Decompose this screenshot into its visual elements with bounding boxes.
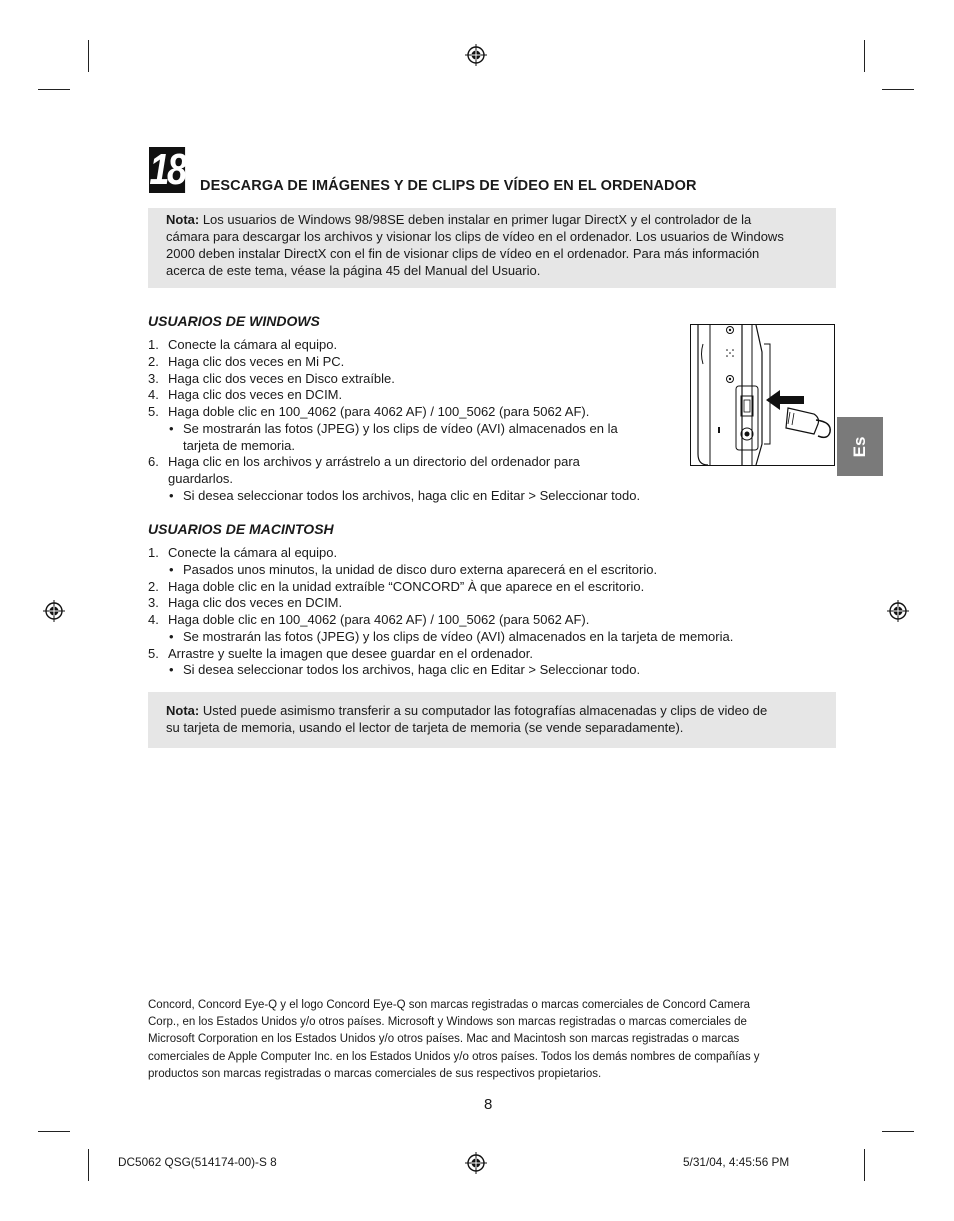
note-label: Nota: <box>166 703 200 718</box>
note-text: acerca de este tema, véase la página 45 del Manual del Usuario. <box>166 263 541 278</box>
step-number: 5. <box>148 645 159 661</box>
step-number: 2. <box>148 578 159 594</box>
note-text: cámara para descargar los archivos y visionar los clips de vídeo en el ordenador. Los usuarios de Windows <box>166 229 784 244</box>
step-text: guardarlos. <box>168 471 234 486</box>
step-number: 1. <box>148 545 159 560</box>
crop-mark <box>864 1149 865 1181</box>
legal-line: productos son marcas registradas o marcas comerciales de sus respectivos propietarios. <box>148 1067 602 1080</box>
step-number: 3. <box>148 370 159 386</box>
step-number: 1. <box>148 337 159 352</box>
bullet-text: Si desea seleccionar todos los archivos, haga clic en Editar > Seleccionar todo. <box>183 662 641 678</box>
step-text: Haga doble clic en 100_4062 (para 4062 AF) / 100_5062 (para 5062 AF). <box>168 404 590 419</box>
page-title: DESCARGA DE IMÁGENES Y DE CLIPS DE VÍDEO EN EL ORDENADOR <box>200 178 697 194</box>
step-text: Haga clic dos veces en DCIM. <box>168 387 343 403</box>
footer-timestamp: 5/31/04, 4:45:56 PM <box>683 1155 790 1169</box>
note-label: Nota: <box>166 212 200 227</box>
note-text: Usted puede asimismo transferir a su computador las fotografías almacenadas y clips de video de <box>199 703 768 718</box>
step-text: Haga clic en los archivos y arrástrelo a un directorio del ordenador para <box>168 454 580 470</box>
step-number: 6. <box>148 454 159 470</box>
step-number: 4. <box>148 612 159 627</box>
legal-line: Microsoft Corporation en los Estados Unidos y/o otros países. Mac and Macintosh son marcas registradas o marcas <box>148 1033 740 1046</box>
language-tab <box>837 417 883 476</box>
legal-line: Concord, Concord Eye-Q y el logo Concord Eye-Q son marcas registradas o marcas comerciales de Concord Camera <box>148 999 751 1011</box>
bullet-text: Si desea seleccionar todos los archivos, haga clic en Editar > Seleccionar todo. <box>183 487 641 503</box>
bullet-marker: • <box>169 662 174 678</box>
section-heading-windows: USUARIOS DE WINDOWS <box>148 313 320 329</box>
bullet-text: Pasados unos minutos, la unidad de disco duro externa aparecerá en el escritorio. <box>183 561 658 577</box>
step-text: Haga doble clic en 100_4062 (para 4062 AF) / 100_5062 (para 5062 AF). <box>168 612 590 627</box>
registration-mark-icon <box>887 600 909 622</box>
step-text: tarjeta de memoria. <box>183 437 295 453</box>
step-number: 5. <box>148 404 159 419</box>
crop-mark <box>38 1131 70 1132</box>
step-text: Haga clic dos veces en Disco extraíble. <box>168 370 395 386</box>
crop-mark <box>882 89 914 90</box>
step-text: Conecte la cámara al equipo. <box>168 337 338 352</box>
legal-line: comerciales de Apple Computer Inc. en los Estados Unidos y/o otros países. Todos los demás nombres de compañías y <box>148 1050 760 1063</box>
step-text: Arrastre y suelte la imagen que desee guardar en el ordenador. <box>168 645 533 661</box>
footer-file-info: DC5062 QSG(514174-00)-S 8 <box>118 1155 277 1169</box>
language-tab-label: Es <box>850 436 869 457</box>
crop-mark <box>864 40 865 72</box>
note-text: 2000 deben instalar DirectX con el fin de visionar clips de vídeo en el ordenador. Para más información <box>166 246 760 261</box>
registration-mark-icon <box>43 600 65 622</box>
step-number: 3. <box>148 595 159 611</box>
crop-mark <box>88 40 89 72</box>
bullet-marker: • <box>169 628 174 644</box>
note-box-top <box>148 208 836 288</box>
crop-mark <box>88 1149 89 1181</box>
bullet-marker: • <box>169 487 174 503</box>
step-number: 2. <box>148 353 159 369</box>
registration-mark-icon <box>465 1152 487 1174</box>
crop-mark <box>882 1131 914 1132</box>
bullet-text: Se mostrarán las fotos (JPEG) y los clips de vídeo (AVI) almacenados en la <box>183 420 618 436</box>
step-number-badge: 18 <box>149 145 185 194</box>
step-text: Haga clic dos veces en Mi PC. <box>168 353 345 369</box>
step-text: Haga doble clic en la unidad extraíble “CONCORD” À que aparece en el escritorio. <box>168 578 645 594</box>
legal-line: Corp., en los Estados Unidos y/o otros países. Microsoft y Windows son marcas registradas o marcas comerciales de <box>148 1016 747 1029</box>
step-text: Haga clic dos veces en DCIM. <box>168 595 343 611</box>
note-text: Los usuarios de Windows 98/98SE deben instalar en primer lugar DirectX y el controlador de la <box>199 212 752 227</box>
bullet-marker: • <box>169 561 174 577</box>
camera-usb-illustration <box>690 324 835 466</box>
step-number: 4. <box>148 387 159 403</box>
registration-mark-icon <box>465 44 487 66</box>
page-number: 8 <box>484 1096 493 1113</box>
crop-mark <box>38 89 70 90</box>
legal-notice <box>148 997 838 1083</box>
bullet-marker: • <box>169 420 174 436</box>
bullet-text: Se mostrarán las fotos (JPEG) y los clips de vídeo (AVI) almacenados en la tarjeta de memoria. <box>183 628 734 644</box>
note-box-bottom <box>148 692 836 748</box>
section-heading-macintosh: USUARIOS DE MACINTOSH <box>148 521 334 537</box>
note-text: su tarjeta de memoria, usando el lector de tarjeta de memoria (se vende separadamente). <box>166 720 684 735</box>
step-text: Conecte la cámara al equipo. <box>168 545 338 560</box>
